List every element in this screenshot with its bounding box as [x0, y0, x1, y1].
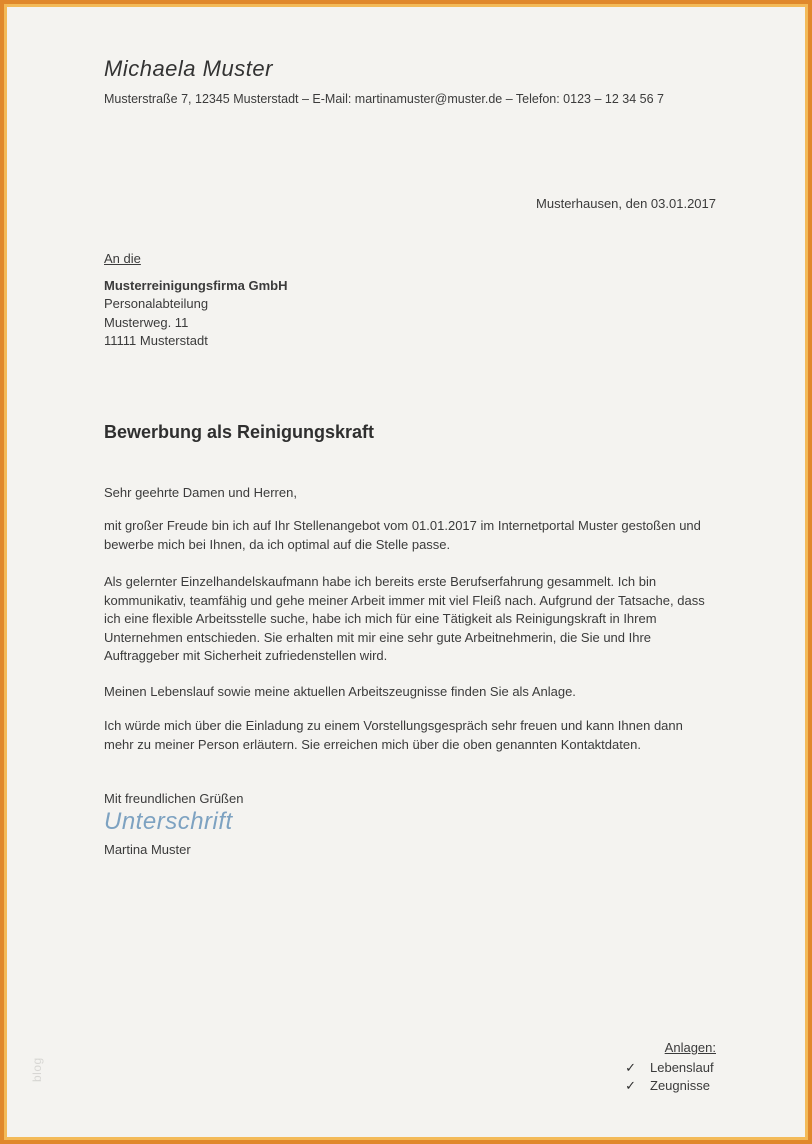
recipient-address-block: [104, 250, 716, 351]
checkmark-icon: ✓: [625, 1078, 636, 1093]
recipient-street: Musterweg. 11: [104, 314, 189, 330]
recipient-city: 11111 Musterstadt: [104, 333, 208, 348]
sender-contact-line: Musterstraße 7, 12345 Musterstadt – E-Mail: martinamuster@muster.de – Telefon: 0123 – 12 34 56 7: [104, 92, 664, 106]
body-paragraph-1: mit großer Freude bin ich auf Ihr Stellenangebot vom 01.01.2017 im Internetportal Muster gestoßen und bewerbe mich bei Ihnen, da ich optimal auf die Stelle passe.: [104, 518, 701, 552]
attachment-label: Zeugnisse: [650, 1078, 710, 1093]
recipient-intro: An die: [104, 251, 141, 266]
attachment-item: [104, 1077, 716, 1096]
signature-text: Unterschrift: [104, 808, 233, 835]
signer-name: Martina Muster: [104, 842, 191, 857]
recipient-department: Personalabteilung: [104, 296, 209, 311]
body-paragraph-2: Als gelernter Einzelhandelskaufmann habe ich bereits erste Berufserfahrung gesammelt. Ich bin kommunikativ, teamfähig und gehe meiner Arbeit immer mit viel Fleiß nach. Aufgrund der Tatsache, dass ich eine flexible Arbeitsstelle suche, habe ich mich für eine Tätigkeit als Reinigungskraft in Ihrem Unternehmen entschieden. Sie erhalten mit mir eine sehr gute Arbeitnehmerin, die Sie und Ihre Auftraggeber mit Sicherheit zufriedenstellen wird.: [104, 574, 705, 664]
date-line: Musterhausen, den 03.01.2017: [536, 196, 716, 211]
checkmark-icon: ✓: [625, 1059, 636, 1075]
subject-line: Bewerbung als Reinigungskraft: [104, 422, 375, 442]
recipient-company: Musterreinigungsfirma GmbH: [104, 277, 288, 293]
sender-name: Michaela Muster: [104, 56, 273, 81]
watermark-text: blog: [30, 1057, 44, 1082]
salutation: Sehr geehrte Damen und Herren,: [104, 485, 297, 500]
body-paragraph-4: Ich würde mich über die Einladung zu einem Vorstellungsgespräch sehr freuen und kann Ihnen dann mehr zu meiner Person erläutern. Sie erreichen mich über die oben genannten Kontaktdaten.: [104, 718, 683, 752]
closing-regards: Mit freundlichen Grüßen: [104, 791, 244, 806]
attachments-block: [104, 1039, 716, 1096]
body-paragraph-3: Meinen Lebenslauf sowie meine aktuellen Arbeitszeugnisse finden Sie als Anlage.: [104, 684, 576, 699]
attachment-label: Lebenslauf: [650, 1059, 714, 1075]
attachment-item: [104, 1059, 716, 1078]
attachments-title: Anlagen:: [664, 1040, 716, 1055]
